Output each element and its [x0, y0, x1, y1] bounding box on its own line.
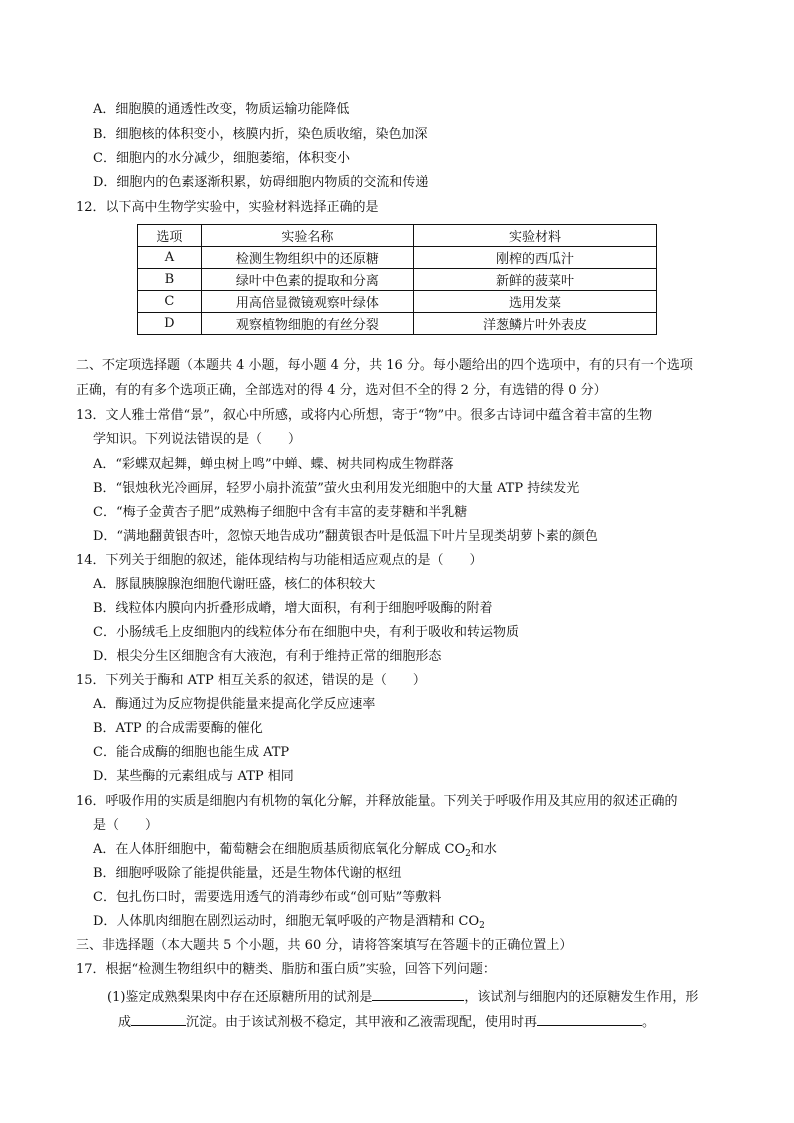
table-header-cell: 实验材料	[413, 225, 656, 247]
q16-option-a-tail: 和水	[470, 842, 497, 857]
q13-option-b: B．“银烛秋光冷画屏，轻罗小扇扑流萤”萤火虫利用发光细胞中的大量 ATP 持续发光	[93, 481, 580, 496]
q16-option-b: B．细胞呼吸除了能提供能量，还是生物体代谢的枢纽	[93, 866, 402, 881]
table-row	[138, 313, 657, 335]
answer-blank-3[interactable]	[537, 1011, 642, 1026]
q15-stem: 15．下列关于酶和 ATP 相互关系的叙述，错误的是（ ）	[76, 673, 426, 688]
q14-stem: 14．下列关于细胞的叙述，能体现结构与功能相适应观点的是（ ）	[76, 553, 483, 568]
table-header-cell: 实验名称	[201, 225, 413, 247]
table-cell: A	[138, 247, 202, 269]
table-header-row	[138, 225, 657, 247]
q14-option-a: A．豚鼠胰腺腺泡细胞代谢旺盛，核仁的体积较大	[93, 577, 376, 592]
q17-part1-text-a: (1)鉴定成熟梨果肉中存在还原糖所用的试剂是	[107, 990, 373, 1005]
subscript-2: 2	[465, 849, 471, 859]
q14-option-d: D．根尖分生区细胞含有大液泡，有利于维持正常的细胞形态	[93, 649, 442, 664]
q17-part1-text-b: ，该试剂与细胞内的还原糖发生作用，形	[464, 990, 699, 1005]
table-cell: 刚榨的西瓜汁	[413, 247, 656, 269]
table-cell: C	[138, 291, 202, 313]
q11-option-a: A．细胞膜的通透性改变，物质运输功能降低	[93, 102, 350, 117]
table-cell: 检测生物组织中的还原糖	[201, 247, 413, 269]
q15-option-d: D．某些酶的元素组成与 ATP 相同	[93, 769, 294, 784]
q15-option-c: C．能合成酶的细胞也能生成 ATP	[93, 745, 290, 760]
section2-heading-cont: 正确，有的有多个选项正确，全部选对的得 4 分，选对但不全的得 2 分，有选错的得 0 分）	[76, 383, 607, 398]
table-row	[138, 247, 657, 269]
table-cell: D	[138, 313, 202, 335]
table-row	[138, 291, 657, 313]
q13-option-d: D．“满地翻黄银杏叶，忽惊天地告成功”翻黄银杏叶是低温下叶片呈现类胡萝卜素的颜色	[93, 529, 598, 544]
q15-option-a: A．酶通过为反应物提供能量来提高化学反应速率	[93, 697, 376, 712]
q16-stem-cont: 是（ ）	[93, 818, 159, 833]
table-cell: 选用发菜	[413, 291, 656, 313]
q13-stem-cont: 学知识。下列说法错误的是（ ）	[93, 432, 302, 447]
q16-option-a-text: A．在人体肝细胞中，葡萄糖会在细胞质基质彻底氧化分解成 CO	[93, 842, 466, 857]
table-cell: B	[138, 269, 202, 291]
q16-option-d-text: D．人体肌肉细胞在剧烈运动时，细胞无氧呼吸的产物是酒精和 CO	[93, 914, 480, 929]
subscript-2: 2	[479, 921, 485, 931]
q16-option-c: C．包扎伤口时，需要选用透气的消毒纱布或“创可贴”等敷料	[93, 890, 442, 905]
q17-part1-line1	[107, 986, 698, 1007]
q16-option-a	[93, 841, 497, 859]
table-header-cell: 选项	[138, 225, 202, 247]
q17-part1-text-c: 成	[118, 1015, 132, 1030]
q11-option-d: D．细胞内的色素逐渐积累，妨碍细胞内物质的交流和传递	[93, 175, 429, 190]
section2-heading: 二、不定项选择题（本题共 4 小题，每小题 4 分，共 16 分。每小题给出的四个选项中，有的只有一个选项	[76, 358, 693, 373]
section3-heading: 三、非选择题（本大题共 5 个小题，共 60 分，请将答案填写在答题卡的正确位置上）	[76, 938, 573, 953]
q14-option-b: B．线粒体内膜向内折叠形成嵴，增大面积，有利于细胞呼吸酶的附着	[93, 601, 493, 616]
q13-option-c: C．“梅子金黄杏子肥”成熟梅子细胞中含有丰富的麦芽糖和半乳糖	[93, 505, 468, 520]
table-row	[138, 269, 657, 291]
q17-stem: 17．根据“检测生物组织中的糖类、脂肪和蛋白质”实验，回答下列问题：	[76, 962, 496, 977]
table-cell: 观察植物细胞的有丝分裂	[201, 313, 413, 335]
q16-option-d	[93, 913, 485, 931]
table-cell: 洋葱鳞片叶外表皮	[413, 313, 656, 335]
answer-blank-2[interactable]	[131, 1011, 186, 1026]
q17-part1-line2	[118, 1011, 655, 1032]
q16-stem: 16．呼吸作用的实质是细胞内有机物的氧化分解，并释放能量。下列关于呼吸作用及其应用的叙述正确的	[76, 794, 678, 809]
answer-blank-1[interactable]	[372, 986, 464, 1001]
experiment-table	[137, 224, 657, 335]
table-cell: 绿叶中色素的提取和分离	[201, 269, 413, 291]
q11-option-b: B．细胞核的体积变小，核膜内折，染色质收缩，染色加深	[93, 127, 428, 142]
q12-stem: 12．以下高中生物学实验中，实验材料选择正确的是	[76, 200, 379, 215]
q17-part1-text-d: 沉淀。由于该试剂极不稳定，其甲液和乙液需现配，使用时再	[186, 1015, 538, 1030]
q13-stem: 13．文人雅士常借“景”，叙心中所感，或将内心所想，寄于“物”中。很多古诗词中蕴含着丰富的生物	[76, 408, 653, 423]
q14-option-c: C．小肠绒毛上皮细胞内的线粒体分布在细胞中央，有利于吸收和转运物质	[93, 625, 519, 640]
q11-option-c: C．细胞内的水分减少，细胞萎缩，体积变小	[93, 151, 350, 166]
q17-part1-text-e: 。	[642, 1015, 656, 1030]
q15-option-b: B．ATP 的合成需要酶的催化	[93, 721, 263, 736]
q13-option-a: A．“彩蝶双起舞，蝉虫树上鸣”中蝉、蝶、树共同构成生物群落	[93, 457, 454, 472]
table-cell: 新鲜的菠菜叶	[413, 269, 656, 291]
table-cell: 用高倍显微镜观察叶绿体	[201, 291, 413, 313]
